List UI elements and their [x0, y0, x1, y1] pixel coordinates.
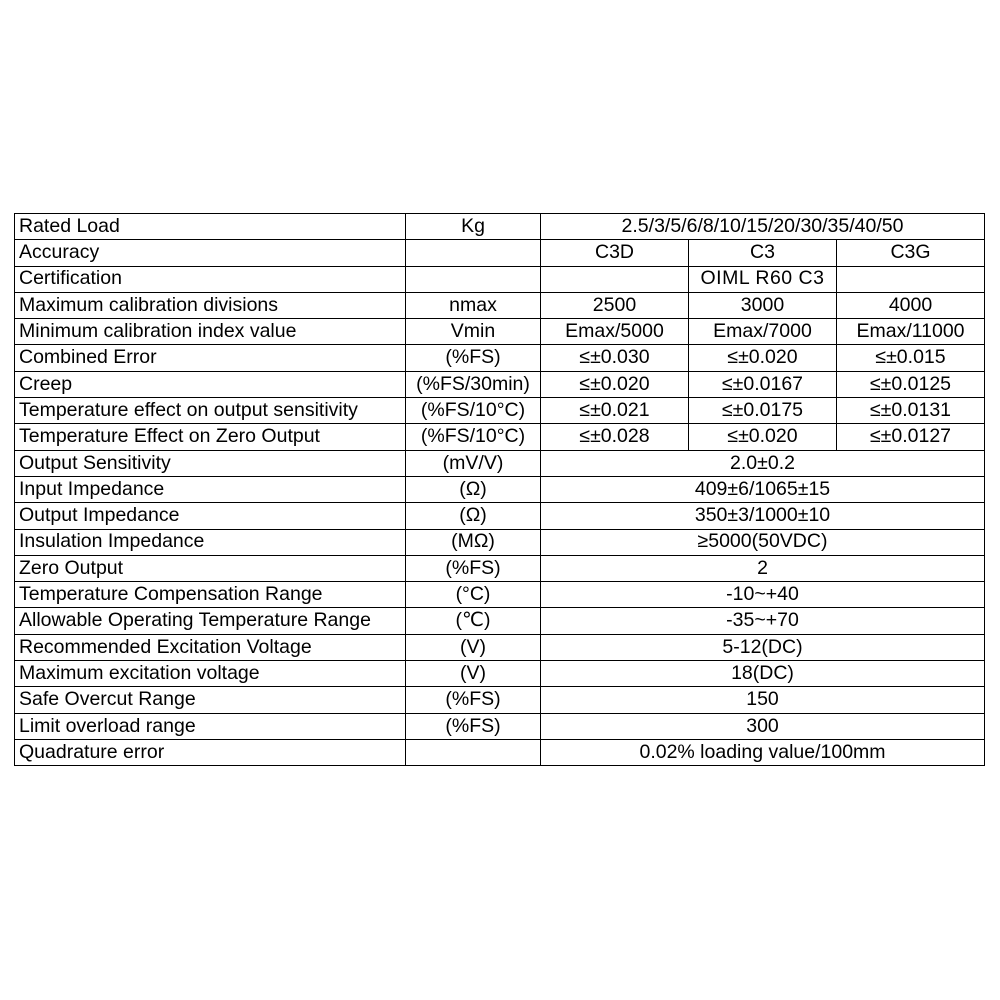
value-cell: 300 — [541, 713, 985, 739]
table-row — [15, 634, 985, 660]
table-row — [15, 214, 985, 240]
unit-label: (%FS) — [406, 687, 541, 713]
unit-label: (Ω) — [406, 503, 541, 529]
unit-label: (%FS/10°C) — [406, 424, 541, 450]
unit-label: (%FS/10°C) — [406, 398, 541, 424]
value-cell-c3g: Emax/11000 — [837, 319, 985, 345]
value-cell-c3g: C3G — [837, 240, 985, 266]
table-row — [15, 713, 985, 739]
param-label: Creep — [15, 371, 406, 397]
value-cell-c3g: ≤±0.0131 — [837, 398, 985, 424]
param-label: Safe Overcut Range — [15, 687, 406, 713]
table-row — [15, 319, 985, 345]
param-label: Output Impedance — [15, 503, 406, 529]
param-label: Output Sensitivity — [15, 450, 406, 476]
value-cell: 350±3/1000±10 — [541, 503, 985, 529]
value-cell-c3g: 4000 — [837, 292, 985, 318]
param-label: Minimum calibration index value — [15, 319, 406, 345]
value-cell-c3: C3 — [689, 240, 837, 266]
unit-label: (Ω) — [406, 476, 541, 502]
value-cell: 2.5/3/5/6/8/10/15/20/30/35/40/50 — [541, 214, 985, 240]
unit-label: (V) — [406, 661, 541, 687]
table-row — [15, 582, 985, 608]
unit-label — [406, 240, 541, 266]
param-label: Input Impedance — [15, 476, 406, 502]
value-cell-c3d: 2500 — [541, 292, 689, 318]
param-label: Temperature effect on output sensitivity — [15, 398, 406, 424]
value-cell-c3d: ≤±0.028 — [541, 424, 689, 450]
value-cell-c3d — [541, 266, 689, 292]
unit-label — [406, 739, 541, 765]
table-row — [15, 608, 985, 634]
param-label: Maximum excitation voltage — [15, 661, 406, 687]
table-row — [15, 450, 985, 476]
table-row — [15, 739, 985, 765]
value-cell: 2.0±0.2 — [541, 450, 985, 476]
value-cell: 5-12(DC) — [541, 634, 985, 660]
unit-label: (mV/V) — [406, 450, 541, 476]
param-label: Recommended Excitation Voltage — [15, 634, 406, 660]
value-cell-c3d: C3D — [541, 240, 689, 266]
unit-label: nmax — [406, 292, 541, 318]
param-label: Certification — [15, 266, 406, 292]
unit-label: (MΩ) — [406, 529, 541, 555]
unit-label: (%FS) — [406, 713, 541, 739]
table-row — [15, 503, 985, 529]
table-row — [15, 240, 985, 266]
value-cell-c3g: ≤±0.015 — [837, 345, 985, 371]
unit-label: (%FS/30min) — [406, 371, 541, 397]
value-cell: 150 — [541, 687, 985, 713]
value-cell-c3d: ≤±0.021 — [541, 398, 689, 424]
param-label: Accuracy — [15, 240, 406, 266]
table-row — [15, 266, 985, 292]
param-label: Temperature Compensation Range — [15, 582, 406, 608]
param-label: Combined Error — [15, 345, 406, 371]
param-label: Insulation Impedance — [15, 529, 406, 555]
value-cell-c3: ≤±0.020 — [689, 424, 837, 450]
value-cell-c3: ≤±0.0167 — [689, 371, 837, 397]
param-label: Temperature Effect on Zero Output — [15, 424, 406, 450]
value-cell: 18(DC) — [541, 661, 985, 687]
table-row — [15, 345, 985, 371]
table-row — [15, 687, 985, 713]
table-row — [15, 292, 985, 318]
unit-label: (%FS) — [406, 345, 541, 371]
value-cell: 409±6/1065±15 — [541, 476, 985, 502]
unit-label: (V) — [406, 634, 541, 660]
unit-label — [406, 266, 541, 292]
unit-label: Kg — [406, 214, 541, 240]
table-row — [15, 398, 985, 424]
spec-table-body — [15, 214, 985, 766]
value-cell-c3: 3000 — [689, 292, 837, 318]
table-row — [15, 424, 985, 450]
spec-table — [14, 213, 985, 766]
value-cell: ≥5000(50VDC) — [541, 529, 985, 555]
value-cell: 0.02% loading value/100mm — [541, 739, 985, 765]
unit-label: Vmin — [406, 319, 541, 345]
param-label: Zero Output — [15, 555, 406, 581]
param-label: Rated Load — [15, 214, 406, 240]
param-label: Allowable Operating Temperature Range — [15, 608, 406, 634]
unit-label: (℃) — [406, 608, 541, 634]
value-cell-c3g: ≤±0.0127 — [837, 424, 985, 450]
table-row — [15, 476, 985, 502]
param-label: Limit overload range — [15, 713, 406, 739]
unit-label: (%FS) — [406, 555, 541, 581]
table-row — [15, 371, 985, 397]
value-cell-c3: Emax/7000 — [689, 319, 837, 345]
value-cell-c3g: ≤±0.0125 — [837, 371, 985, 397]
value-cell-c3d: ≤±0.020 — [541, 371, 689, 397]
param-label: Maximum calibration divisions — [15, 292, 406, 318]
value-cell: -35~+70 — [541, 608, 985, 634]
value-cell-c3d: ≤±0.030 — [541, 345, 689, 371]
table-row — [15, 661, 985, 687]
value-cell-c3g — [837, 266, 985, 292]
value-cell-c3: OIML R60 C3 — [689, 266, 837, 292]
value-cell-c3: ≤±0.0175 — [689, 398, 837, 424]
value-cell: 2 — [541, 555, 985, 581]
value-cell-c3d: Emax/5000 — [541, 319, 689, 345]
table-row — [15, 555, 985, 581]
value-cell: -10~+40 — [541, 582, 985, 608]
table-row — [15, 529, 985, 555]
param-label: Quadrature error — [15, 739, 406, 765]
unit-label: (°C) — [406, 582, 541, 608]
value-cell-c3: ≤±0.020 — [689, 345, 837, 371]
